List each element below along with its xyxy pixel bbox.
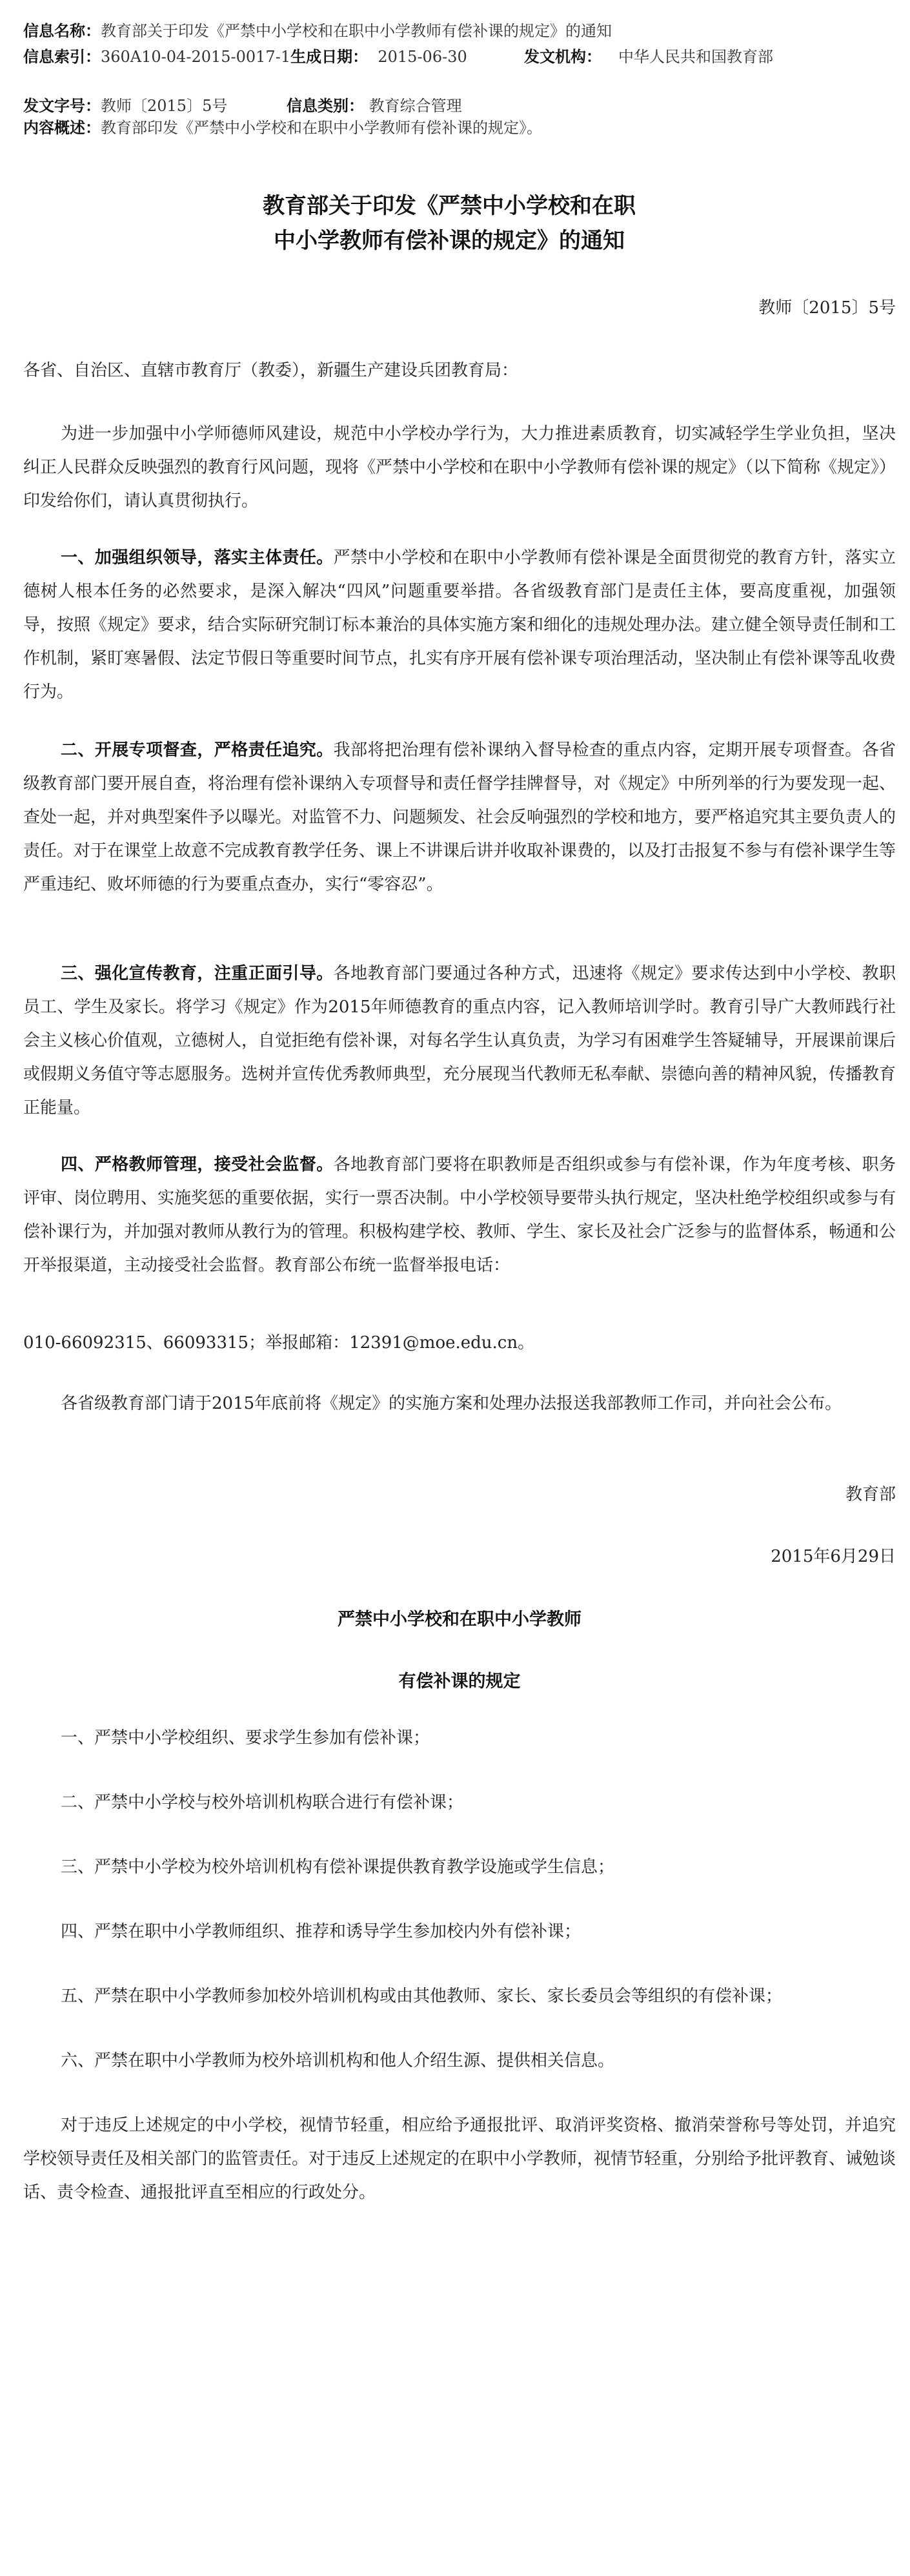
meta-docno-label: 发文字号： [23,97,101,115]
appendix-item-4: 四、严禁在职中小学教师组织、推荐和诱导学生参加校内外有偿补课； [61,1922,581,1941]
section-1-heading: 一、加强组织领导，落实主体责任。 [61,548,334,567]
closing-paragraph: 各省级教育部门请于2015年底前将《规定》的实施方案和处理办法报送我部教师工作司，并向社会公布。 [61,1394,842,1413]
meta-name-value: 教育部关于印发《严禁中小学校和在职中小学教师有偿补课的规定》的通知 [101,22,612,40]
meta-index-label: 信息索引： [23,48,101,66]
appendix-title-line-2: 有偿补课的规定 [398,1671,521,1692]
meta-date-label: 生成日期： [290,48,369,66]
title-line-1: 教育部关于印发《严禁中小学校和在职 [263,193,636,219]
intro-paragraph: 为进一步加强中小学师德师风建设，规范中小学校办学行为，大力推进素质教育，切实减轻学生学业负担，坚决纠正人民群众反映强烈的教育行风问题，现将《严禁中小学校和在职中小学教师有偿补课的规定》（以下简称《规定》）印发给你们，请认真贯彻执行。 [23,424,896,511]
appendix-item-1: 一、严禁中小学校组织、要求学生参加有偿补课； [61,1728,430,1748]
appendix-penalty: 对于违反上述规定的中小学校，视情节轻重，相应给予通报批评、取消评奖资格、撤消荣誉称号等处罚，并追究学校领导责任及相关部门的监管责任。对于违反上述规定的在职中小学教师，视情节轻重，分别给予批评教育、诫勉谈话、责令检查、通报批评直至相应的行政处分。 [23,2116,896,2202]
appendix-title-line-1: 严禁中小学校和在职中小学教师 [338,1610,581,1630]
document-title [23,189,875,258]
section-2-text: 我部将把治理有偿补课纳入督导检查的重点内容，定期开展专项督查。各省级教育部门要开展自查，将治理有偿补课纳入专项督导和责任督学挂牌督导，对《规定》中所列举的行为要发现一起、查处一起，并对典型案件予以曝光。对监管不力、问题频发、社会反响强烈的学校和地方，要严格追究其主要负责人的责任。对于在课堂上故意不完成教育教学任务、课上不讲课后讲并收取补课费的，以及打击报复不参与有偿补课学生等严重违纪、败坏师德的行为要重点查办，实行“零容忍”。 [23,741,896,894]
section-1-text: 严禁中小学校和在职中小学教师有偿补课是全面贯彻党的教育方针，落实立德树人根本任务的必然要求，是深入解决“四风”问题重要举措。各省级教育部门是责任主体，要高度重视，加强领导，按照《规定》要求，结合实际研究制订标本兼治的具体实施方案和细化的违规处理办法。建立健全领导责任制和工作机制，紧盯寒暑假、法定节假日等重要时间节点，扎实有序开展有偿补课专项治理活动，坚决制止有偿补课等乱收费行为。 [23,548,896,702]
document-page [23,19,896,2202]
sign-date: 2015年6月29日 [771,1547,896,1566]
section-2-heading: 二、开展专项督查，严格责任追究。 [61,741,334,760]
title-line-2: 中小学教师有偿补课的规定》的通知 [274,228,625,254]
meta-row-name [23,19,612,43]
metadata-table [23,19,896,145]
meta-row-docno [23,94,227,118]
contact-info: 010-66092315、66093315；举报邮箱：12391@moe.edu.cn。 [23,1333,535,1353]
appendix-item-3: 三、严禁中小学校为校外培训机构有偿补课提供教育教学设施或学生信息； [61,1857,615,1877]
appendix-item-2: 二、严禁中小学校与校外培训机构联合进行有偿补课； [61,1793,464,1812]
meta-org-value: 中华人民共和国教育部 [618,48,773,66]
meta-summary-value: 教育部印发《严禁中小学校和在职中小学教师有偿补课的规定》。 [101,119,542,137]
section-3-heading: 三、强化宣传教育，注重正面引导。 [61,964,334,983]
meta-summary-label: 内容概述： [23,119,101,137]
section-4 [23,1148,896,1282]
appendix-item-6: 六、严禁在职中小学教师为校外培训机构和他人介绍生源、提供相关信息。 [61,2051,615,2070]
doc-number: 教师〔2015〕5号 [758,298,896,318]
meta-row-index [23,45,467,68]
section-3 [23,957,896,1125]
section-4-heading: 四、严格教师管理，接受社会监督。 [61,1155,334,1174]
meta-org-value-cell [618,45,793,68]
appendix-item-5: 五、严禁在职中小学教师参加校外培训机构或由其他教师、家长、家长委员会等组织的有偿补课； [61,1987,783,2006]
section-2 [23,733,896,901]
meta-docno-value: 教师〔2015〕5号 [101,97,228,115]
meta-row-category [287,94,462,118]
meta-row-summary [23,116,542,139]
meta-index-value: 360A10-04-2015-0017-1 [101,48,291,66]
meta-org-label-cell [524,45,602,68]
signature: 教育部 [845,1485,896,1504]
meta-org-label: 发文机构： [524,48,602,66]
salutation: 各省、自治区、直辖市教育厅（教委），新疆生产建设兵团教育局： [23,361,519,380]
meta-name-label: 信息名称： [23,22,101,40]
section-1 [23,541,896,709]
meta-date-value: 2015-06-30 [378,48,467,66]
meta-category-value: 教育综合管理 [369,97,462,115]
meta-category-label: 信息类别： [287,97,364,115]
section-3-text: 各地教育部门要通过各种方式，迅速将《规定》要求传达到中小学校、教职员工、学生及家长。将学习《规定》作为2015年师德教育的重点内容，记入教师培训学时。教育引导广大教师践行社会主义核心价值观，立德树人，自觉拒绝有偿补课，对每名学生认真负责，为学习有困难学生答疑辅导，开展课前课后或假期义务值守等志愿服务。选树并宣传优秀教师典型，充分展现当代教师无私奉献、崇德向善的精神风貌，传播教育正能量。 [23,964,896,1118]
section-4-text: 各地教育部门要将在职教师是否组织或参与有偿补课，作为年度考核、职务评审、岗位聘用、实施奖惩的重要依据，实行一票否决制。中小学校领导要带头执行规定，坚决杜绝学校组织或参与有偿补课行为，并加强对教师从教行为的管理。积极构建学校、教师、学生、家长及社会广泛参与的监督体系，畅通和公开举报渠道，主动接受社会监督。教育部公布统一监督举报电话： [23,1155,896,1275]
